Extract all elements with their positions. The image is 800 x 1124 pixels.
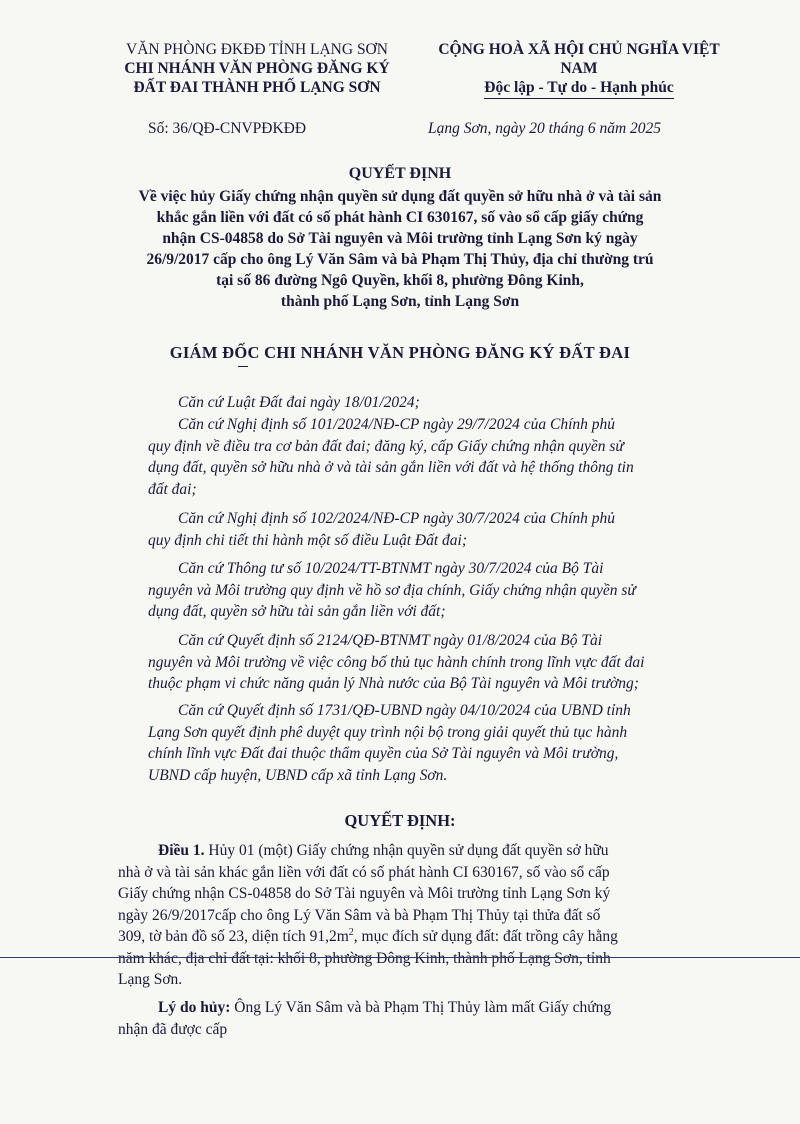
basis-line: chính lĩnh vực Đất đai thuộc thẩm quyền của Sở Tài nguyên và Môi trường,	[148, 745, 619, 762]
divider-dash	[238, 366, 248, 367]
motto-underline	[484, 98, 674, 99]
document-subject	[120, 186, 680, 312]
country-name: CỘNG HOÀ XÃ HỘI CHỦ NGHĨA VIỆT NAM	[438, 41, 720, 77]
cancellation-reason	[118, 997, 758, 1040]
agency-parent: VĂN PHÒNG ĐKĐĐ TỈNH LẠNG SƠN	[126, 41, 388, 58]
basis-paragraph	[148, 392, 758, 414]
agency-name-line1: CHI NHÁNH VĂN PHÒNG ĐĂNG KÝ	[124, 60, 390, 77]
reason-label: Lý do hủy:	[158, 999, 231, 1016]
article-line	[118, 926, 758, 948]
decision-heading: QUYẾT ĐỊNH:	[344, 811, 456, 830]
basis-line: UBND cấp huyện, UBND cấp xã tỉnh Lạng Sơn.	[148, 766, 448, 784]
document-title: QUYẾT ĐỊNH	[348, 165, 452, 182]
subject-line: tại số 86 đường Ngô Quyền, khối 8, phường Đông Kinh,	[216, 272, 584, 289]
basis-paragraph	[148, 700, 758, 786]
basis-line: nguyên và Môi trường quy định về hồ sơ địa chính, Giấy chứng nhận quyền sử	[148, 581, 636, 599]
article-label: Điều 1.	[158, 842, 205, 859]
article-line: năm khác, địa chỉ đất tại: khối 8, phường Đông Kinh, thành phố Lạng Sơn, tỉnh	[118, 949, 611, 967]
article-line: ngày 26/9/2017cấp cho ông Lý Văn Sâm và bà Phạm Thị Thủy tại thửa đất số	[118, 906, 601, 924]
reason-line	[118, 997, 758, 1019]
article-text: 309, tờ bản đồ số 23, diện tích 91,2m	[118, 928, 349, 945]
basis-line: Căn cứ Quyết định số 1731/QĐ-UBND ngày 04/10/2024 của UBND tỉnh	[178, 702, 631, 719]
reason-line: nhận đã được cấp	[118, 1020, 228, 1038]
subject-line: 26/9/2017 cấp cho ông Lý Văn Sâm và bà Phạm Thị Thủy, địa chỉ thường trú	[146, 251, 654, 268]
article-line: Giấy chứng nhận CS-04858 do Sở Tài nguyên và Môi trường tỉnh Lạng Sơn ký	[118, 885, 611, 902]
motto: Độc lập - Tự do - Hạnh phúc	[484, 79, 674, 96]
subject-line: thành phố Lạng Sơn, tỉnh Lạng Sơn	[280, 293, 520, 310]
basis-line: Căn cứ Nghị định số 101/2024/NĐ-CP ngày 29/7/2024 của Chính phủ	[178, 416, 616, 433]
article-line	[118, 840, 758, 862]
document-number: Số: 36/QĐ-CNVPĐKĐĐ	[148, 120, 307, 137]
place-date: Lạng Sơn, ngày 20 tháng 6 năm 2025	[428, 120, 662, 137]
basis-line: quy định chi tiết thi hành một số điều Luật Đất đai;	[148, 531, 468, 549]
director-title: GIÁM ĐỐC CHI NHÁNH VĂN PHÒNG ĐĂNG KÝ ĐẤT ĐAI	[169, 343, 631, 362]
article-text: , mục đích sử dụng đất: đất trồng cây hằng	[353, 928, 618, 945]
basis-line: nguyên và Môi trường về việc công bố thủ tục hành chính trong lĩnh vực đất đai	[148, 653, 645, 671]
article-1	[118, 840, 758, 991]
basis-line: Căn cứ Quyết định số 2124/QĐ-BTNMT ngày 01/8/2024 của Bộ Tài	[178, 632, 603, 649]
issuing-agency	[92, 40, 422, 97]
basis-line: Căn cứ Thông tư số 10/2024/TT-BTNMT ngày 30/7/2024 của Bộ Tài	[178, 560, 604, 577]
basis-line: đất đai;	[148, 480, 197, 498]
agency-name-line2: ĐẤT ĐAI THÀNH PHỐ LẠNG SƠN	[133, 79, 381, 96]
subject-line: Về việc hủy Giấy chứng nhận quyền sử dụng đất quyền sở hữu nhà ở và tài sản	[138, 188, 662, 205]
basis-line: quy định về điều tra cơ bản đất đai; đăng ký, cấp Giấy chứng nhận quyền sử	[148, 437, 624, 455]
strike-line	[0, 957, 800, 958]
subject-line: nhận CS-04858 do Sở Tài nguyên và Môi trường tỉnh Lạng Sơn ký ngày	[162, 230, 638, 247]
article-line: Lạng Sơn.	[118, 971, 183, 988]
basis-line: thuộc phạm vi chức năng quản lý Nhà nước của Bộ Tài nguyên và Môi trường;	[148, 675, 639, 692]
article-line: nhà ở và tài sản khác gắn liền với đất có số phát hành CI 630167, số vào sổ cấp	[118, 863, 610, 881]
basis-line: Căn cứ Nghị định số 102/2024/NĐ-CP ngày 30/7/2024 của Chính phủ	[178, 510, 616, 527]
basis-line: Căn cứ Luật Đất đai ngày 18/01/2024;	[178, 394, 420, 411]
basis-line: dụng đất, quyền sở hữu tài sản gắn liền với đất;	[148, 603, 446, 620]
basis-line: Lạng Sơn quyết định phê duyệt quy trình nội bộ trong giải quyết thủ tục hành	[148, 723, 628, 741]
basis-paragraph	[148, 558, 758, 623]
basis-paragraph	[148, 414, 758, 500]
subject-line: khắc gắn liền với đất có số phát hành CI 630167, số vào sổ cấp giấy chứng	[156, 209, 644, 226]
national-motto	[420, 40, 738, 99]
basis-line: dụng đất, quyền sở hữu nhà ở và tài sản gắn liền với đất và hệ thống thông tin	[148, 459, 634, 476]
article-text: Hủy 01 (một) Giấy chứng nhận quyền sử dụng đất quyền sở hữu	[208, 842, 609, 859]
basis-paragraph	[148, 508, 758, 551]
reason-text: Ông Lý Văn Sâm và bà Phạm Thị Thủy làm mất Giấy chứng	[234, 999, 612, 1016]
superscript: 2	[348, 926, 354, 938]
basis-paragraph	[148, 630, 758, 695]
